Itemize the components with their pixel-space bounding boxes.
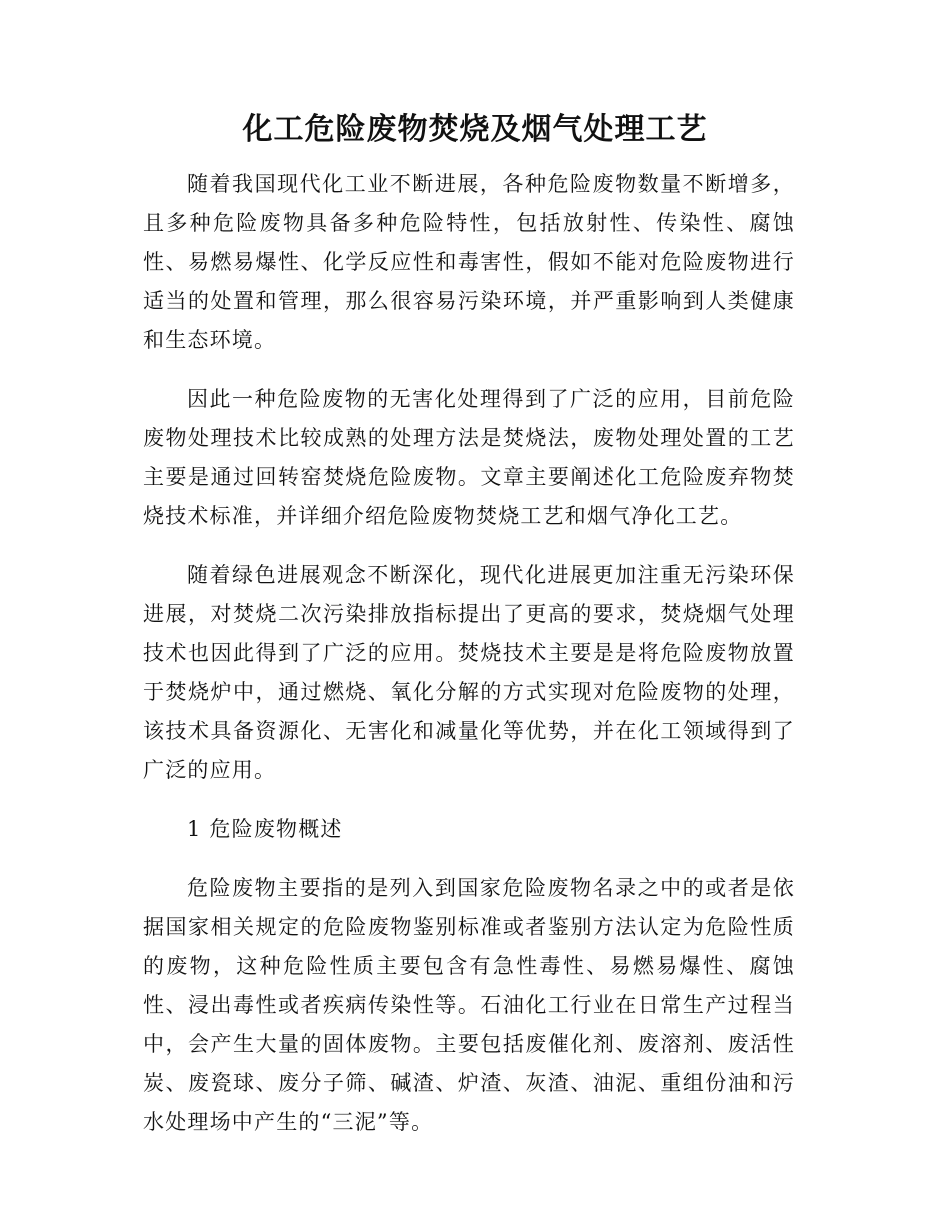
intro-paragraph-1: 随着我国现代化工业不断进展，各种危险废物数量不断增多，且多种危险废物具备多种危险特性，包括放射性、传染性、腐蚀性、易燃易爆性、化学反应性和毒害性，假如不能对危险废物进行适当的处置和管理，那么很容易污染环境，并严重影响到人类健康和生态环境。 <box>143 172 795 352</box>
section-1-paragraph: 危险废物主要指的是列入到国家危险废物名录之中的或者是依据国家相关规定的危险废物鉴别标准或者鉴别方法认定为危险性质的废物，这种危险性质主要包含有急性毒性、易燃易爆性、腐蚀性、浸出毒性或者疾病传染性等。石油化工行业在日常生产过程当中，会产生大量的固体废物。主要包括废催化剂、废溶剂、废活性炭、废瓷球、废分子筛、碱渣、炉渣、灰渣、油泥、重组份油和污水处理场中产生的“三泥”等。 <box>143 876 795 1134</box>
document-title: 化工危险废物焚烧及烟气处理工艺 <box>242 112 708 147</box>
section-1-heading: 1 危险废物概述 <box>187 817 343 841</box>
intro-paragraph-3: 随着绿色进展观念不断深化，现代化进展更加注重无污染环保进展，对焚烧二次污染排放指标提出了更高的要求，焚烧烟气处理技术也因此得到了广泛的应用。焚烧技术主要是是将危险废物放置于焚烧炉中，通过燃烧、氧化分解的方式实现对危险废物的处理，该技术具备资源化、无害化和减量化等优势，并在化工领域得到了广泛的应用。 <box>143 563 795 782</box>
intro-paragraph-2: 因此一种危险废物的无害化处理得到了广泛的应用，目前危险废物处理技术比较成熟的处理方法是焚烧法，废物处理处置的工艺主要是通过回转窑焚烧危险废物。文章主要阐述化工危险废弃物焚烧技术标准，并详细介绍危险废物焚烧工艺和烟气净化工艺。 <box>143 387 795 528</box>
document-body <box>143 165 795 1162</box>
